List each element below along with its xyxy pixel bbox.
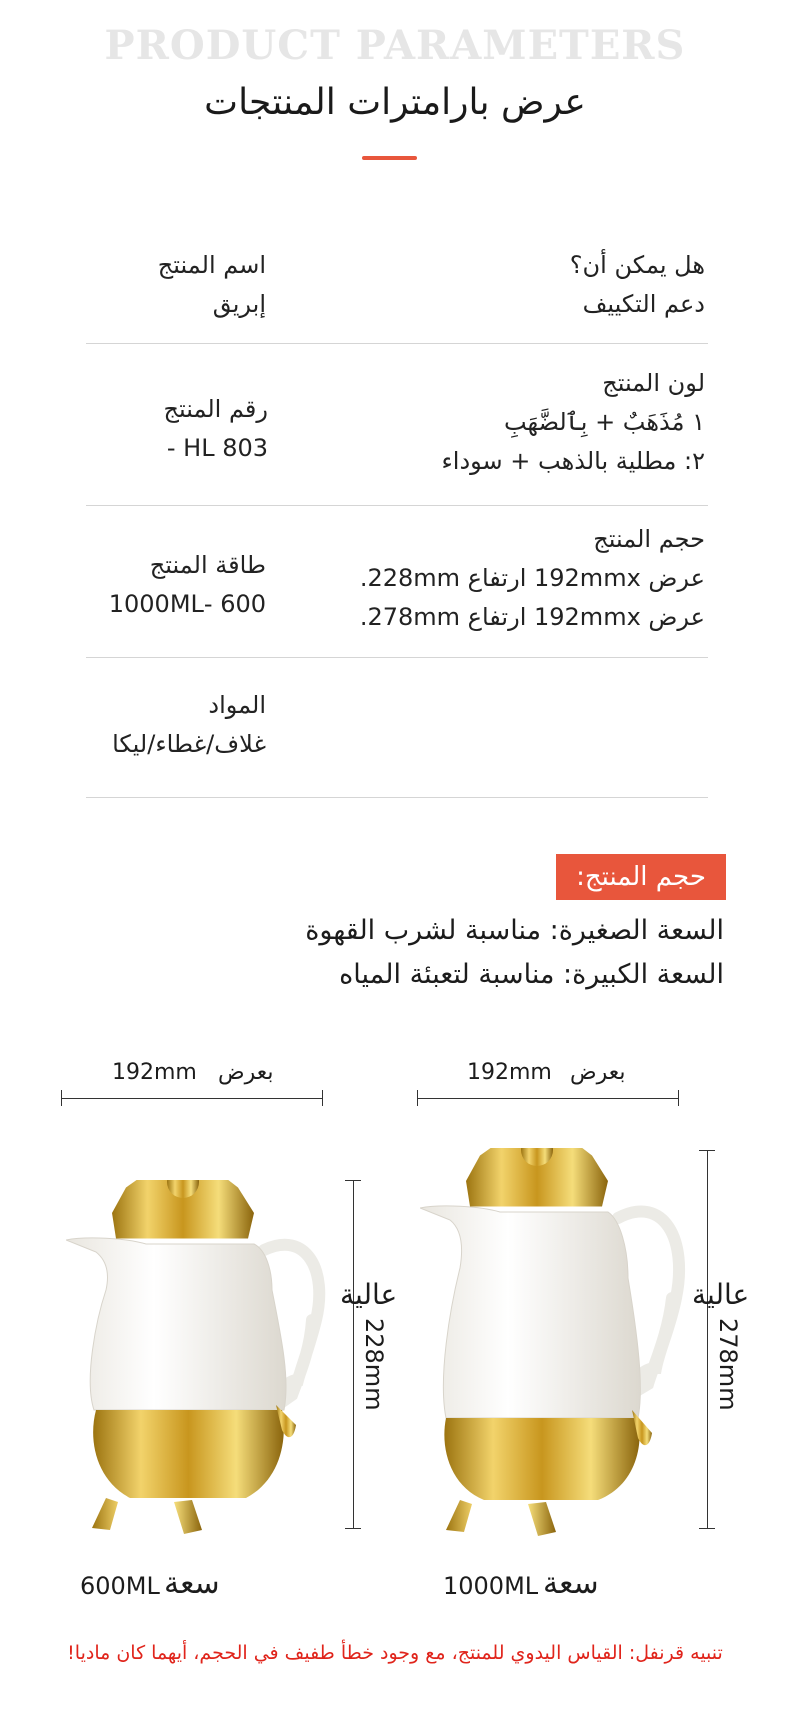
large-height-tick-bottom bbox=[699, 1528, 715, 1529]
small-height-tick-bottom bbox=[345, 1528, 361, 1529]
title-accent-bar bbox=[362, 156, 417, 160]
param-adapt-value: دعم التكييف bbox=[582, 290, 705, 318]
large-width-label: بعرض bbox=[570, 1060, 626, 1085]
large-capacity-word: سعة bbox=[543, 1566, 599, 1601]
large-width-value: 192mm bbox=[467, 1060, 552, 1085]
small-width-label: بعرض bbox=[218, 1060, 274, 1085]
param-size-cell bbox=[265, 520, 705, 637]
row-divider bbox=[86, 657, 708, 658]
param-capacity-value: 600 -1000ML bbox=[108, 590, 266, 618]
small-width-value: 192mm bbox=[112, 1060, 197, 1085]
large-width-line bbox=[417, 1098, 679, 1099]
param-size-large: عرض 192mmx ارتفاع 278mm. bbox=[359, 603, 705, 631]
param-color-label: لون المنتج bbox=[602, 369, 705, 397]
size-desc-large: السعة الكبيرة: مناسبة لتعبئة المياه bbox=[339, 959, 724, 990]
small-height-line bbox=[353, 1180, 354, 1529]
row-divider bbox=[86, 505, 708, 506]
large-pot-image bbox=[420, 1148, 690, 1543]
large-width-tick-left bbox=[417, 1090, 418, 1106]
param-color-cell bbox=[265, 364, 705, 481]
param-size-small: عرض 192mmx ارتفاع 228mm. bbox=[359, 564, 705, 592]
param-color-option-1: ١ مُذَهَبٌ + بِٱلضَّهَبِ bbox=[503, 408, 705, 436]
small-height-label: عالية bbox=[340, 1278, 398, 1311]
size-section-tag: حجم المنتج: bbox=[556, 854, 726, 900]
param-number-label: رقم المنتج bbox=[163, 395, 268, 423]
large-width-tick-right bbox=[678, 1090, 679, 1106]
large-height-label: عالية bbox=[692, 1278, 750, 1311]
param-adapt-label: هل يمكن أن؟ bbox=[569, 251, 705, 279]
param-number-value: HL 803 - bbox=[166, 434, 268, 462]
param-material-cell bbox=[86, 686, 266, 764]
param-name-label: اسم المنتج bbox=[157, 251, 266, 279]
page-title: عرض بارامترات المنتجات bbox=[204, 82, 586, 123]
large-height-line bbox=[707, 1150, 708, 1529]
large-height-tick-top bbox=[699, 1150, 715, 1151]
small-height-value: 228mm bbox=[360, 1318, 388, 1411]
param-name-value: إبريق bbox=[212, 290, 266, 318]
param-capacity-cell bbox=[86, 546, 266, 624]
param-color-option-2: ٢: مطلية بالذهب + سوداء bbox=[441, 447, 705, 475]
row-divider bbox=[86, 797, 708, 798]
param-name-cell bbox=[86, 246, 266, 324]
param-number-cell bbox=[86, 390, 268, 468]
small-capacity-word: سعة bbox=[164, 1566, 220, 1601]
param-material-label: المواد bbox=[208, 691, 266, 719]
large-capacity-value: 1000ML bbox=[443, 1572, 539, 1600]
small-capacity-value: 600ML bbox=[80, 1572, 160, 1600]
background-title: PRODUCT PARAMETERS bbox=[104, 22, 686, 69]
large-height-value: 278mm bbox=[714, 1318, 742, 1411]
param-material-value: غلاف/غطاء/ليكا bbox=[112, 730, 266, 758]
row-divider bbox=[86, 343, 708, 344]
param-adapt-cell bbox=[365, 246, 705, 324]
param-capacity-label: طاقة المنتج bbox=[149, 551, 266, 579]
small-height-tick-top bbox=[345, 1180, 361, 1181]
measurement-warning: تنبيه قرنفل: القياس اليدوي للمنتج، مع وجود خطأ طفيف في الحجم، أيهما كان ماديا! bbox=[67, 1642, 723, 1664]
small-width-tick-left bbox=[61, 1090, 62, 1106]
param-size-label: حجم المنتج bbox=[593, 525, 705, 553]
small-pot-image bbox=[66, 1180, 336, 1540]
small-width-tick-right bbox=[322, 1090, 323, 1106]
small-width-line bbox=[61, 1098, 323, 1099]
size-desc-small: السعة الصغيرة: مناسبة لشرب القهوة bbox=[305, 915, 724, 946]
